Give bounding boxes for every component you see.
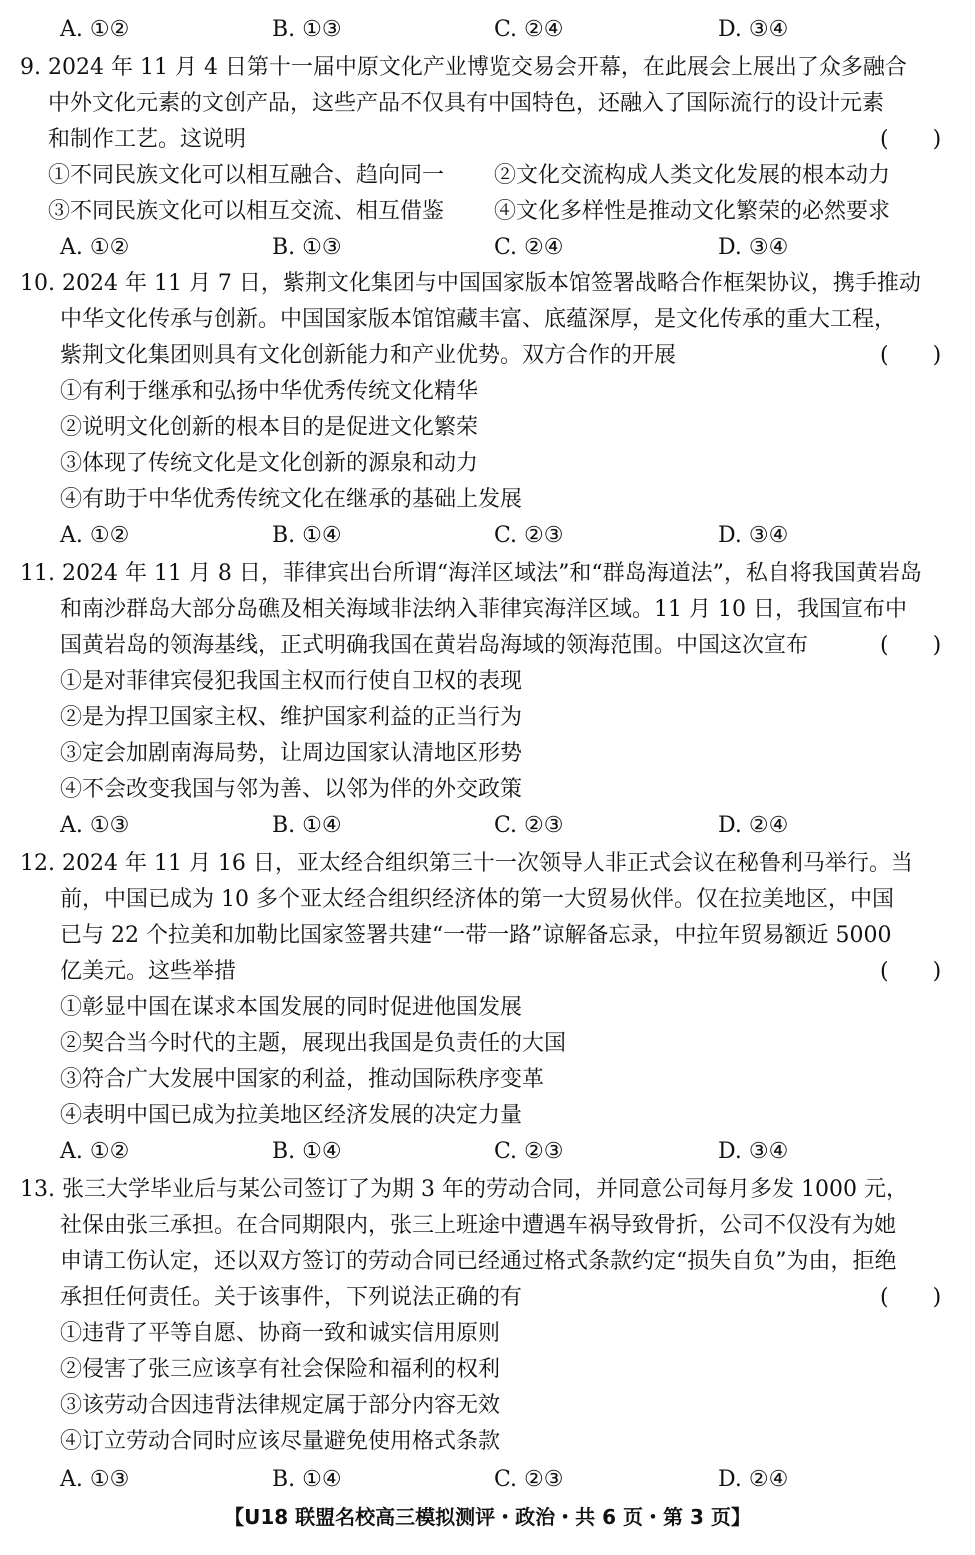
q9-statement-4: ④文化多样性是推动文化繁荣的必然要求 [494,199,891,224]
q11-option-b: B. ①④ [272,813,342,838]
q11-statement-3: ③定会加剧南海局势，让周边国家认清地区形势 [60,741,523,766]
q12-statement-2: ②契合当今时代的主题，展现出我国是负责任的大国 [60,1031,567,1056]
q13-statement-2: ②侵害了张三应该享有社会保险和福利的权利 [60,1357,501,1382]
q11-stem-line: 11. 2024 年 11 月 8 日，菲律宾出台所谓“海洋区域法”和“群岛海道法”，私自将我国黄岩岛 [20,561,922,586]
q13-statement-1: ①违背了平等自愿、协商一致和诚实信用原则 [60,1321,501,1346]
q9-option-a: A. ①② [60,235,130,260]
q12-stem-line: 已与 22 个拉美和加勒比国家签署共建“一带一路”谅解备忘录，中拉年贸易额近 5000 [60,923,892,948]
q9-statement-2: ②文化交流构成人类文化发展的根本动力 [494,163,891,188]
q10-statement-4: ④有助于中华优秀传统文化在继承的基础上发展 [60,487,523,512]
q10-option-b: B. ①④ [272,523,342,548]
q12-stem-line: 前，中国已成为 10 多个亚太经合组织经济体的第一大贸易伙伴。仅在拉美地区，中国 [60,887,894,912]
q10-statement-2: ②说明文化创新的根本目的是促进文化繁荣 [60,415,479,440]
q9-stem-line: 中外文化元素的文创产品，这些产品不仅具有中国特色，还融入了国际流行的设计元素 [48,91,885,116]
q9-statement-3: ③不同民族文化可以相互交流、相互借鉴 [48,199,445,224]
q12-option-d: D. ③④ [718,1139,789,1164]
q12-option-c: C. ②③ [494,1139,564,1164]
q9-answer-blank: ( ) [880,127,942,152]
q12-statement-4: ④表明中国已成为拉美地区经济发展的决定力量 [60,1103,523,1128]
q13-answer-blank: ( ) [880,1285,942,1310]
q12-statement-1: ①彰显中国在谋求本国发展的同时促进他国发展 [60,995,523,1020]
q13-option-a: A. ①③ [60,1467,130,1492]
q10-answer-blank: ( ) [880,343,942,368]
q13-stem-line: 承担任何责任。关于该事件，下列说法正确的有 [60,1285,523,1310]
q13-statement-3: ③该劳动合因违背法律规定属于部分内容无效 [60,1393,501,1418]
q9-stem-line: 和制作工艺。这说明 [48,127,247,152]
q13-option-b: B. ①④ [272,1467,342,1492]
q11-statement-1: ①是对菲律宾侵犯我国主权而行使自卫权的表现 [60,669,523,694]
prev-option-c: C. ②④ [494,17,564,42]
q12-statement-3: ③符合广大发展中国家的利益，推动国际秩序变革 [60,1067,545,1092]
q10-stem-line: 10. 2024 年 11 月 7 日，紫荆文化集团与中国国家版本馆签署战略合作框架协议，携手推动 [20,271,921,296]
q10-stem-line: 中华文化传承与创新。中国国家版本馆馆藏丰富、底蕴深厚，是文化传承的重大工程， [60,307,897,332]
q11-option-a: A. ①③ [60,813,130,838]
q11-statement-2: ②是为捍卫国家主权、维护国家利益的正当行为 [60,705,523,730]
q9-option-d: D. ③④ [718,235,789,260]
q10-stem-line: 紫荆文化集团则具有文化创新能力和产业优势。双方合作的开展 [60,343,677,368]
page-footer: 【U18 联盟名校高三模拟测评・政治・共 6 页・第 3 页】 [224,1505,751,1529]
q11-stem-line: 和南沙群岛大部分岛礁及相关海域非法纳入菲律宾海洋区域。11 月 10 日，我国宣布中 [60,597,907,622]
q10-statement-1: ①有利于继承和弘扬中华优秀传统文化精华 [60,379,479,404]
q12-stem-line: 亿美元。这些举措 [60,959,237,984]
q9-statement-1: ①不同民族文化可以相互融合、趋向同一 [48,163,445,188]
q11-option-d: D. ②④ [718,813,789,838]
q9-stem-line: 9. 2024 年 11 月 4 日第十一届中原文化产业博览交易会开幕，在此展会上展出了众多融合 [20,55,907,80]
prev-option-a: A. ①② [60,17,130,42]
q13-option-c: C. ②③ [494,1467,564,1492]
q9-option-c: C. ②④ [494,235,564,260]
q13-option-d: D. ②④ [718,1467,789,1492]
q10-option-c: C. ②③ [494,523,564,548]
q10-option-d: D. ③④ [718,523,789,548]
q13-statement-4: ④订立劳动合同时应该尽量避免使用格式条款 [60,1429,501,1454]
q9-option-b: B. ①③ [272,235,342,260]
q11-option-c: C. ②③ [494,813,564,838]
q12-option-b: B. ①④ [272,1139,342,1164]
q11-statement-4: ④不会改变我国与邻为善、以邻为伴的外交政策 [60,777,523,802]
prev-option-b: B. ①③ [272,17,342,42]
q13-stem-line: 社保由张三承担。在合同期限内，张三上班途中遭遇车祸导致骨折，公司不仅没有为她 [60,1213,897,1238]
q10-statement-3: ③体现了传统文化是文化创新的源泉和动力 [60,451,479,476]
q13-stem-line: 13. 张三大学毕业后与某公司签订了为期 3 年的劳动合同，并同意公司每月多发 1000 元， [20,1177,908,1202]
q12-answer-blank: ( ) [880,959,942,984]
q11-stem-line: 国黄岩岛的领海基线，正式明确我国在黄岩岛海域的领海范围。中国这次宣布 [60,633,809,658]
q13-stem-line: 申请工伤认定，还以双方签订的劳动合同已经通过格式条款约定“损失自负”为由，拒绝 [60,1249,897,1274]
q12-option-a: A. ①② [60,1139,130,1164]
q10-option-a: A. ①② [60,523,130,548]
q11-answer-blank: ( ) [880,633,942,658]
prev-option-d: D. ③④ [718,17,789,42]
q12-stem-line: 12. 2024 年 11 月 16 日，亚太经合组织第三十一次领导人非正式会议在秘鲁利马举行。当 [20,851,913,876]
